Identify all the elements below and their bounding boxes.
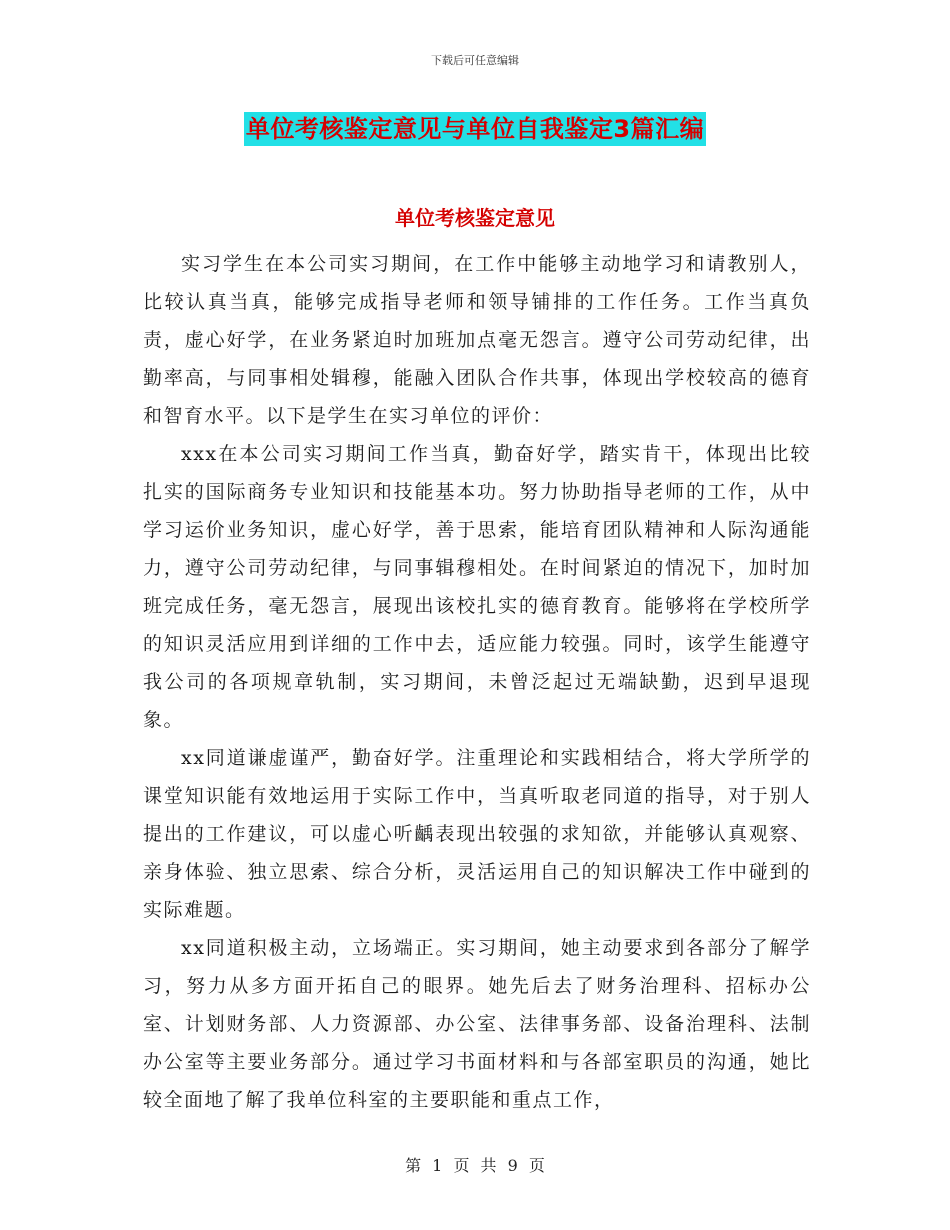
paragraph: 实习学生在本公司实习期间，在工作中能够主动地学习和请教别人，比较认真当真，能够完成指导老师和领导铺排的工作任务。工作当真负责，虚心好学，在业务紧迫时加班加点毫无怨言。遵守公司劳动纪律，出勤率高，与同事相处辑穆，能融入团队合作共事，体现出学校较高的德育和智育水平。以下是学生在实习单位的评价： bbox=[143, 253, 811, 427]
paragraph: xx同道谦虚谨严，勤奋好学。注重理论和实践相结合，将大学所学的课堂知识能有效地运用于实际工作中，当真听取老同道的指导，对于别人提出的工作建议，可以虚心听齲表现出较强的求知欲，并能够认真观察、亲身体验、独立思索、综合分析，灵活运用自己的知识解决工作中碰到的实际难题。 bbox=[143, 747, 811, 921]
paragraph: xx同道积极主动，立场端正。实习期间，她主动要求到各部分了解学习，努力从多方面开拓自己的眼界。她先后去了财务治理科、招标办公室、计划财务部、人力资源部、办公室、法律事务部、设备治理科、法制办公室等主要业务部分。通过学习书面材料和与各部室职员的沟通，她比较全面地了解了我单位科室的主要职能和重点工作， bbox=[143, 937, 811, 1111]
document-title-container bbox=[0, 112, 950, 146]
document-title: 单位考核鉴定意见与单位自我鉴定3篇汇编 bbox=[244, 112, 706, 146]
page-number: 第 1 页 共 9 页 bbox=[405, 1156, 545, 1175]
section-title: 单位考核鉴定意见 bbox=[395, 206, 555, 230]
document-body bbox=[143, 245, 811, 1119]
header-note: 下载后可任意编辑 bbox=[431, 54, 519, 67]
paragraph: xxx在本公司实习期间工作当真，勤奋好学，踏实肯干，体现出比较扎实的国际商务专业知识和技能基本功。努力协助指导老师的工作，从中学习运价业务知识，虚心好学，善于思索，能培育团队精神和人际沟通能力，遵守公司劳动纪律，与同事辑穆相处。在时间紧迫的情况下，加时加班完成任务，毫无怨言，展现出该校扎实的德育教育。能够将在学校所学的知识灵活应用到详细的工作中去，适应能力较强。同时，该学生能遵守我公司的各项规章轨制，实习期间，未曾泛起过无端缺勤，迟到早退现象。 bbox=[143, 443, 811, 731]
